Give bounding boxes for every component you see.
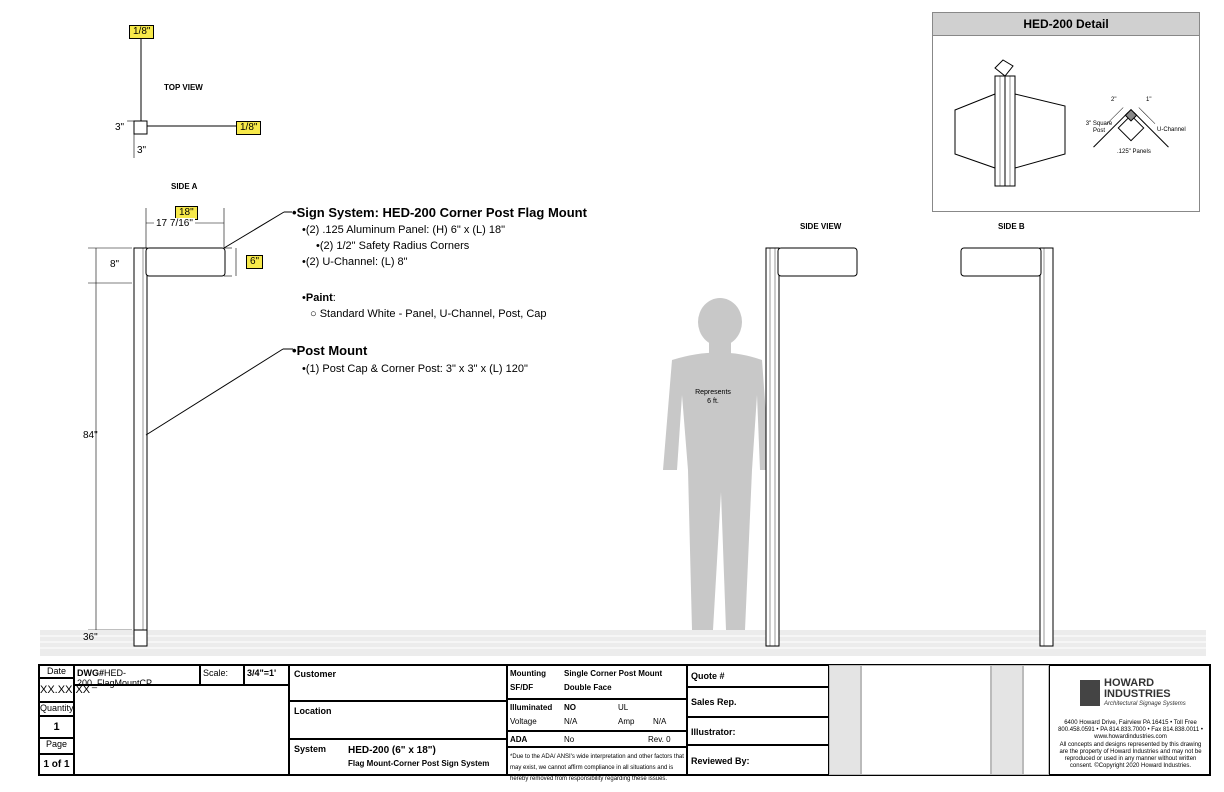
- scale-label: Scale:: [200, 665, 244, 685]
- location-cell: Location: [289, 701, 507, 739]
- paint-title: •Paint:: [302, 292, 336, 304]
- side-a-dim-width-yellow: 18": [175, 206, 198, 220]
- date-label: Date: [39, 665, 74, 678]
- notes-area: [74, 685, 289, 775]
- approval-shade-2: [991, 665, 1023, 775]
- side-a-dim-panel-height: 6": [246, 255, 263, 269]
- top-view-title: TOP VIEW: [164, 83, 203, 92]
- electrical-cell: Illuminated NO UL Voltage N/A Amp N/A: [507, 699, 687, 731]
- sign-system-title: •Sign System: HED-200 Corner Post Flag Mount: [292, 205, 587, 220]
- dwg-cell: DWG#HED-200_FlagMountCP: [74, 665, 200, 685]
- top-view-dim-bottom: 3": [137, 145, 147, 156]
- post-mount-title: •Post Mount: [292, 343, 368, 358]
- side-a-title: SIDE A: [171, 182, 198, 191]
- sales-rep-cell: Sales Rep.: [687, 687, 829, 717]
- company-legal: All concepts and designs represented by this drawing are the property of Howard Industries and may not be reproduced or used in any manner without written consent. ©Copyright 2020 Howard Industries.: [1059, 742, 1202, 769]
- quantity-value: 1: [39, 716, 74, 738]
- company-name-2: INDUSTRIES: [1104, 688, 1171, 700]
- disclaimer-cell: *Due to the ADA/ ANSI's wide interpretation and other factors that may exist, we cannot affirm compliance in all situations and is hereby removed from responsibility regarding these issues.: [507, 747, 687, 775]
- detail-label-post: 3" Square Post: [1085, 121, 1113, 134]
- side-b-title: SIDE B: [998, 222, 1025, 231]
- detail-dim-2: 1": [1146, 97, 1152, 103]
- approval-column-2: [1023, 665, 1049, 775]
- mounting-cell: Mounting Single Corner Post Mount SF/DF Double Face: [507, 665, 687, 699]
- reviewed-cell: Reviewed By:: [687, 745, 829, 775]
- side-a-dim-width: 17 7/16": [156, 218, 193, 229]
- side-a-dim-bury: 36": [83, 632, 98, 643]
- paint-item: ○ Standard White - Panel, U-Channel, Post, Cap: [310, 308, 547, 320]
- company-address: 6400 Howard Drive, Fairview PA 16415 • Toll Free 800.458.0591 • PA 814.833.7000 • Fax 814.838.0011 • www.howardindustries.com: [1058, 720, 1203, 740]
- illustrator-cell: Illustrator:: [687, 717, 829, 745]
- detail-title: HED-200 Detail: [933, 13, 1199, 36]
- page-value: 1 of 1: [39, 754, 74, 775]
- approval-shade-1: [829, 665, 861, 775]
- quantity-label: Quantity: [39, 702, 74, 716]
- company-block: [1049, 665, 1210, 775]
- approval-column-1: [861, 665, 991, 775]
- top-view-dim-left: 3": [115, 122, 125, 133]
- post-mount-item: •(1) Post Cap & Corner Post: 3" x 3" x (L) 120": [302, 363, 528, 375]
- detail-panel: [932, 12, 1200, 212]
- side-a-dim-panel-top: 8": [110, 259, 120, 270]
- detail-dim-1: 2": [1111, 97, 1117, 103]
- company-name-1: HOWARD: [1104, 677, 1155, 689]
- customer-cell: Customer: [289, 665, 507, 701]
- person-label: Represents 6 ft.: [695, 389, 731, 405]
- sign-item-3: •(2) U-Channel: (L) 8": [302, 256, 408, 268]
- detail-label-channel: U-Channel: [1157, 127, 1186, 133]
- company-logo-icon: [1080, 680, 1100, 706]
- system-cell: System HED-200 (6" x 18") Flag Mount-Corner Post Sign System: [289, 739, 507, 775]
- top-view-dim-top: 1/8": [129, 25, 154, 39]
- side-a-dim-post: 84": [83, 430, 98, 441]
- quote-cell: Quote #: [687, 665, 829, 687]
- ada-cell: ADA No Rev. 0: [507, 731, 687, 747]
- top-view-dim-right: 1/8": [236, 121, 261, 135]
- company-tagline: Architectural Signage Systems: [1104, 701, 1186, 707]
- sign-item-1: •(2) .125 Aluminum Panel: (H) 6" x (L) 18": [302, 224, 506, 236]
- detail-label-panels: .125" Panels: [1117, 149, 1151, 155]
- side-view-title: SIDE VIEW: [800, 222, 842, 231]
- title-block: [38, 664, 1211, 782]
- date-value: XX.XX.XX: [39, 678, 74, 702]
- detail-drawing: [933, 36, 1199, 212]
- scale-value: 3/4"=1': [244, 665, 289, 685]
- sign-item-2: •(2) 1/2" Safety Radius Corners: [316, 240, 470, 252]
- page-label: Page: [39, 738, 74, 754]
